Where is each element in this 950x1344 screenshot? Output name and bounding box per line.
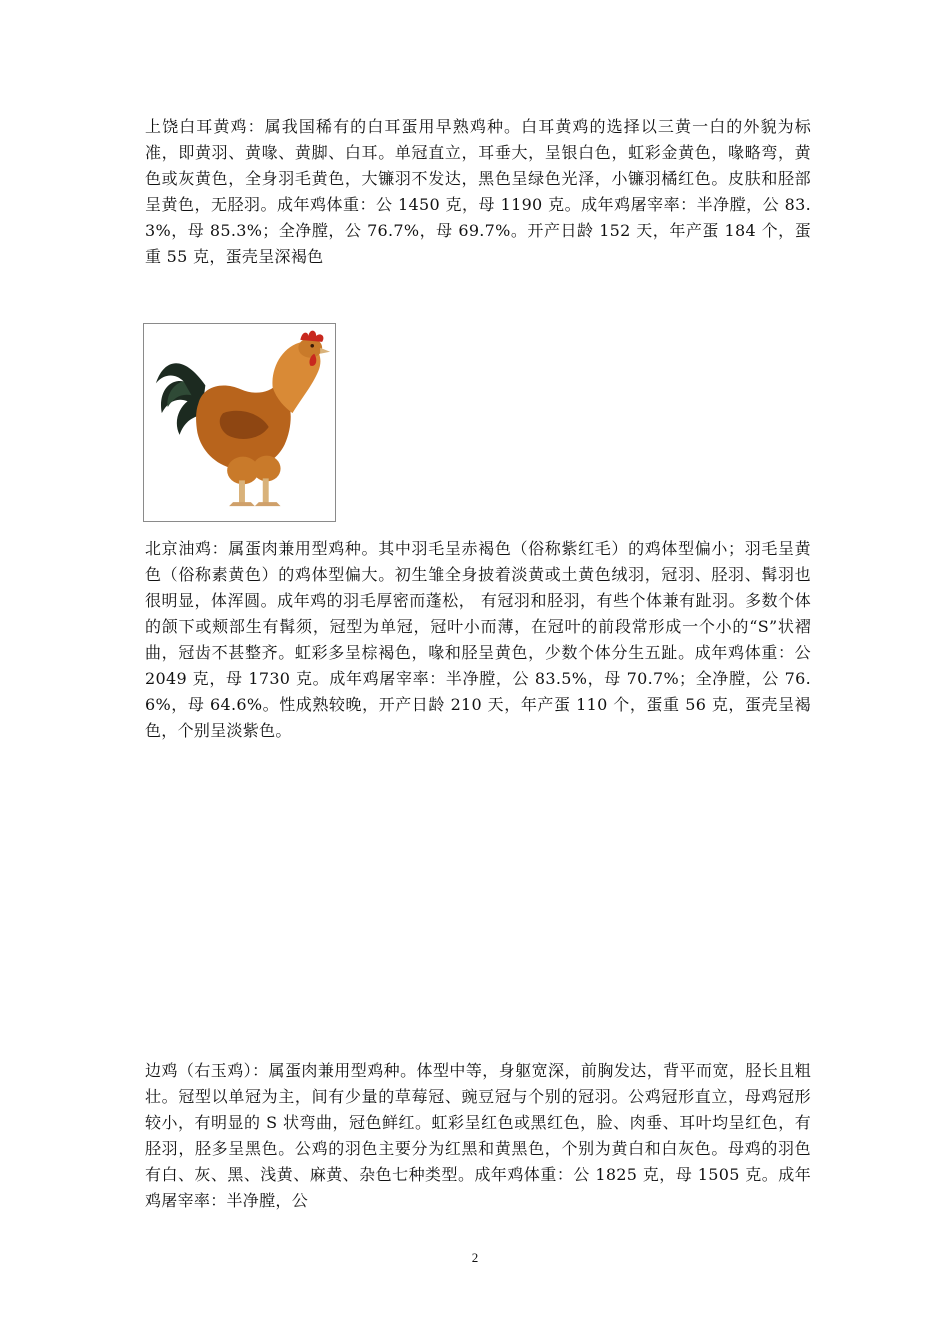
rooster-photo-icon xyxy=(144,324,335,521)
paragraph-shangrao-white-ear-chicken: 上饶白耳黄鸡：属我国稀有的白耳蛋用早熟鸡种。白耳黄鸡的选择以三黄一白的外貌为标准，即黄羽、黄喙、黄脚、白耳。单冠直立，耳垂大，呈银白色，虹彩金黄色，喙略弯，黄色或灰黄色，全身羽毛黄色，大镰羽不发达，黑色呈绿色光泽，小镰羽橘红色。皮肤和胫部呈黄色，无胫羽。成年鸡体重：公 1450 克，母 1190 克。成年鸡屠宰率：半净膛，公 83.3%，母 85.3%；全净膛，公 76.7%，母 69.7%。开产日龄 152 天，年产蛋 184 个，蛋重 55 克，蛋壳呈深褐色 xyxy=(145,117,811,266)
rooster-beak xyxy=(320,348,330,354)
page-number: 2 xyxy=(471,1250,479,1265)
rooster-leg-right xyxy=(263,478,269,504)
rooster-leg-left xyxy=(239,480,245,504)
paragraph-beijing-oil-chicken: 北京油鸡：属蛋肉兼用型鸡种。其中羽毛呈赤褐色（俗称紫红毛）的鸡体型偏小；羽毛呈黄色（俗称素黄色）的鸡体型偏大。初生雏全身披着淡黄或土黄色绒羽，冠羽、胫羽、髯羽也很明显，体浑圆。成年鸡的羽毛厚密而蓬松， 有冠羽和胫羽，有些个体兼有趾羽。多数个体的颌下或颊部生有髯须，冠型为单冠，冠叶小而薄，在冠叶的前段常形成一个小的“S”状褶曲，冠齿不甚整齐。虹彩多呈棕褐色，喙和胫呈黄色，少数个体分生五趾。成年鸡体重：公 2049 克，母 1730 克。成年鸡屠宰率：半净膛，公 83.5%，母 70.7%；全净膛，公 76.6%，母 64.6%。性成熟较晚，开产日龄 210 天，年产蛋 110 个，蛋重 56 克，蛋壳呈褐色，个别呈淡紫色。 xyxy=(145,539,811,740)
rooster-photo xyxy=(143,323,336,522)
rooster-comb xyxy=(300,331,323,342)
paragraph-bian-chicken: 边鸡（右玉鸡）：属蛋肉兼用型鸡种。体型中等，身躯宽深，前胸发达，背平而宽，胫长且粗壮。冠型以单冠为主，间有少量的草莓冠、豌豆冠与个别的冠羽。公鸡冠形直立，母鸡冠形较小，有明显的 S 状弯曲，冠色鲜红。虹彩呈红色或黑红色，脸、肉垂、耳叶均呈红色，有胫羽，胫多呈黑色。公鸡的羽色主要分为红黑和黄黑色，个别为黄白和白灰色。母鸡的羽色有白、灰、黑、浅黄、麻黄、杂色七种类型。成年鸡体重：公 1825 克，母 1505 克。成年鸡屠宰率：半净膛，公 xyxy=(145,1061,811,1210)
